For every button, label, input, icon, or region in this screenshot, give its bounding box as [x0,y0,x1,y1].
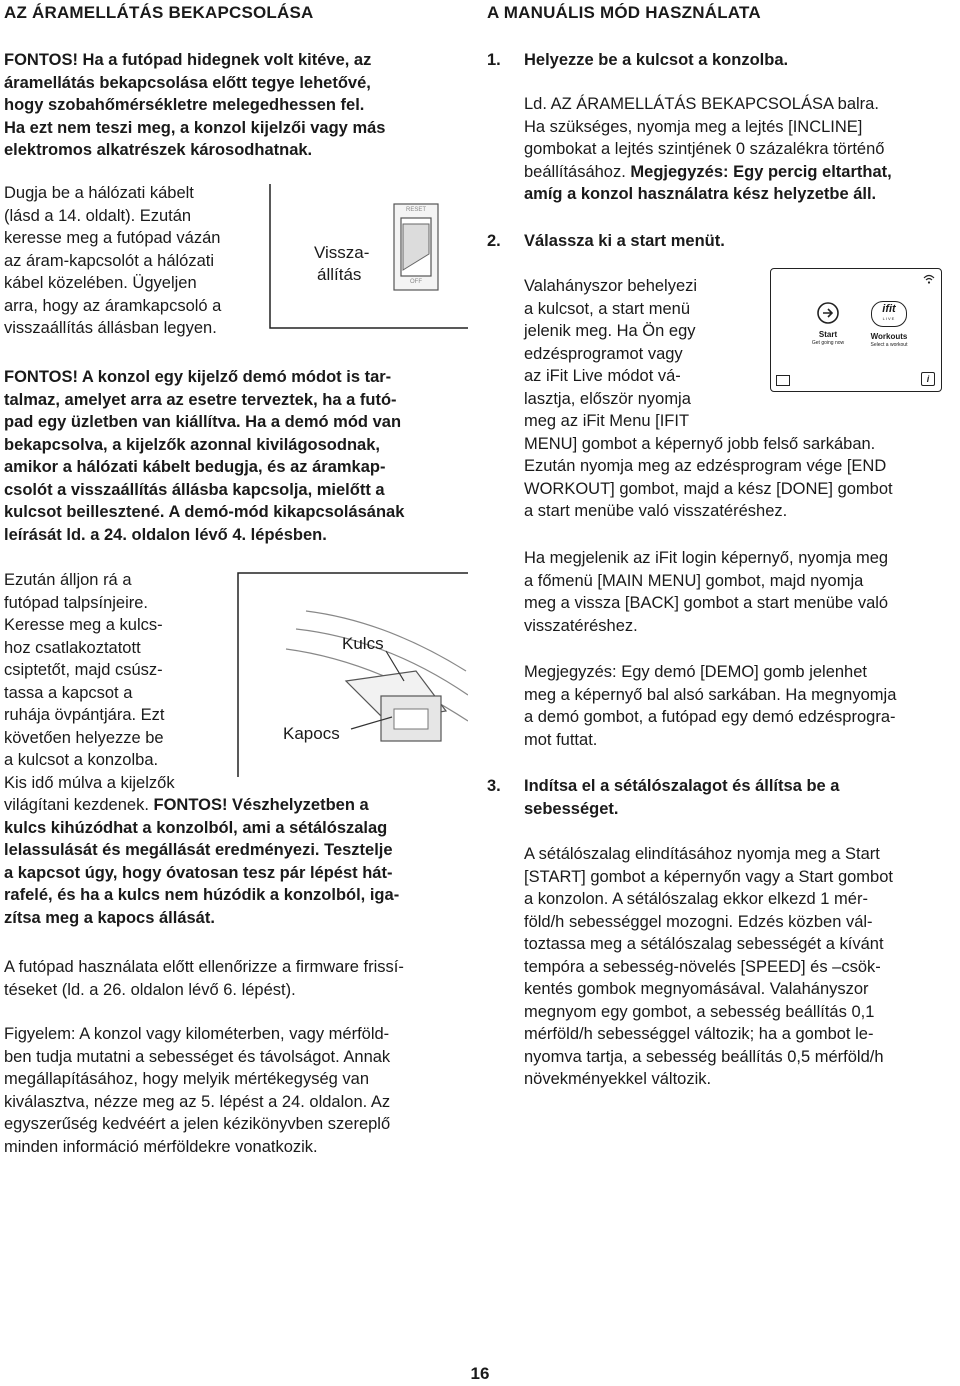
switch-reset-text: RESET [405,207,426,213]
text-line: ruhája övpántjára. Ezt [4,706,165,724]
key-clip-illustration [236,571,468,779]
text-line: Valahányszor behelyezi [524,277,698,295]
cold-warning [4,49,385,162]
text-line: pad egy üzletben van kiállítva. Ha a demó mód van [4,413,402,431]
text-line: csiptetőt, majd csúsz- [4,661,163,679]
workouts-label: Workouts [870,332,908,341]
text-line: elektromos alkatrészek károsodhatnak. [4,141,313,159]
text-line: meg a vissza [BACK] gombot a start menübe való [524,594,889,612]
arrow-right-icon [816,301,840,325]
text-line: az áram-kapcsolót a hálózati [4,251,215,270]
text-line: Ld. AZ ÁRAMELLÁTÁS BEKAPCSOLÁSA balra. [524,95,879,113]
demo-button-icon[interactable] [776,375,790,386]
text-line: WORKOUT] gombot, majd a kész [DONE] gombot [524,479,893,498]
text-line: kábel közelében. Ügyeljen [4,274,197,292]
text-line: megnyom egy gombot, a sebesség beállítás 0,1 [524,1002,875,1021]
text-line: a kapcsot úgy, hogy óvatosan tesz pár lépést hát- [4,863,393,882]
text-span: világítani kezdenek. [4,796,154,814]
step-3-body [524,843,893,1091]
step-1-title: Helyezze be a kulcsot a konzolba. [524,51,789,69]
text-line: kulcs kihúzódhat a konzolból, ami a sétálószalag [4,818,388,837]
text-line: a főmenü [MAIN MENU] gombot, majd nyomja [524,571,864,590]
firmware-paragraph [4,956,404,1001]
text-line: amikor a hálózati kábelt bedugja, és az áramkap- [4,458,386,476]
text-span: FONTOS! Vészhelyzetben a [153,796,369,814]
key-clip-figure [236,571,468,779]
step-2-number: 2. [487,232,501,250]
text-line: visszatéréshez. [524,616,638,635]
text-line: amíg a konzol használatra kész helyzetbe áll. [524,185,877,203]
text-line: A futópad használata előtt ellenőrizze a firmware frissí- [4,958,404,976]
workouts-tile[interactable] [863,301,915,349]
text-line: FONTOS! Ha a futópad hidegnek volt kitéve, az [4,51,372,69]
text-line: tempóra a sebesség-növelés [SPEED] és –csök- [524,957,881,976]
manual-mode-heading: A MANUÁLIS MÓD HASZNÁLATA [487,3,761,22]
workouts-sub: Select a workout [870,342,908,348]
start-sub: Get going now [811,340,845,346]
text-line: arra, hogy az áramkapcsoló a [4,296,222,315]
clip-label: Kapocs [283,724,340,743]
step-3-number: 3. [487,777,501,795]
text-line: Indítsa el a sétálószalagot és állítsa be a [524,777,840,795]
text-line: föld/h sebességgel mozogni. Edzés közben vál- [524,912,873,931]
text-line: minden információ mérföldekre vonatkozik. [4,1137,318,1156]
text-line: hoz csatlakoztatott [4,638,141,657]
text-line: Keresse meg a kulcs- [4,616,163,634]
text-line: talmaz, amelyet arra az esetre terveztek, ha a futó- [4,390,397,409]
text-line [4,794,399,817]
text-span: Megjegyzés: Egy percig eltarthat, [630,162,892,181]
start-label: Start [818,330,838,339]
text-line: Ha szükséges, nyomja meg a lejtés [INCLINE] [524,117,863,136]
text-line: visszaállítás állásban legyen. [4,319,217,337]
text-line: tassa a kapcsot a [4,683,133,702]
text-line: egyszerűség kedvéért a jelen kézikönyvben szereplő [4,1115,391,1133]
text-line: (lásd a 14. oldalt). Ezután [4,206,192,225]
text-line: rafelé, és ha a kulcs nem húzódik a konzolból, iga- [4,886,400,904]
text-line: lelassulását és megállását eredményezi. Tesztelje [4,841,393,859]
plug-in-paragraph [4,182,221,340]
text-line: bekapcsolva, a kijelzők azonnal kivilágosodnak, [4,435,380,454]
text-line: követően helyezze be [4,728,164,747]
step-1-body [524,93,892,206]
text-line: jelenik meg. Ha Ön egy [524,322,696,340]
text-line: hogy szobahőmérsékletre melegedhessen fel. [4,96,365,114]
text-line: Vissza- [314,243,370,262]
text-line: futópad talpsínjeire. [4,593,149,612]
text-line: csolót a visszaállítás állásba kapcsolja, mielőtt a [4,480,385,499]
text-line: állítás [317,265,362,284]
reset-label [314,242,369,286]
text-line: a start menübe való visszatéréshez. [524,502,788,520]
text-line: kentés gombok megnyomásával. Valahányszor [524,980,869,998]
switch-off-text: OFF [410,279,422,285]
text-line: áramellátás bekapcsolása előtt tegye lehetővé, [4,73,371,92]
page-number: 16 [470,1364,490,1383]
text-line: a kulcsot a konzolba. [4,751,159,769]
text-line: FONTOS! A konzol egy kijelző demó módot is tar- [4,368,392,386]
text-line: téseket (ld. a 26. oldalon lévő 6. lépést). [4,980,296,999]
text-line: Kis idő múlva a kijelzők [4,773,175,792]
text-line: mot futtat. [524,730,598,749]
ifit-live-text: LIVE [882,316,896,321]
text-line: a konzolon. A sétálószalag ekkor elkezd 1 mér- [524,890,868,908]
text-line: Megjegyzés: Egy demó [DEMO] gomb jelenhet [524,663,867,681]
text-line: sebességet. [524,799,619,818]
text-line: edzésprogramot vagy [524,344,683,363]
step-2-login-paragraph [524,547,888,637]
text-line [524,161,892,184]
text-line: gombokat a lejtés szintjének 0 százalékra történő [524,140,885,158]
key-label: Kulcs [342,634,384,653]
step-3-title [524,775,839,820]
text-line: megállapításához, hogy melyik mértékegység van [4,1070,370,1088]
text-line: mérföld/h sebességgel változik; ha a gombot le- [524,1025,874,1043]
text-line: MENU] gombot a képernyő jobb felső sarkában. [524,434,876,453]
text-line: kulcsot beillesztené. A demó-mód kikapcsolásának [4,503,405,521]
text-line: lasztja, először nyomja [524,389,691,408]
text-line: az iFit Live módot vá- [524,367,681,385]
text-line: kiválasztva, nézze meg az 5. lépést a 24. oldalon. Az [4,1092,391,1111]
step-2-title: Válassza ki a start menüt. [524,232,725,250]
power-on-heading: AZ ÁRAMELLÁTÁS BEKAPCSOLÁSA [4,3,314,22]
console-start-screen [770,268,942,392]
text-line: A sétálószalag elindításához nyomja meg a Start [524,845,880,863]
text-line: leírását ld. a 24. oldalon lévő 4. lépésben. [4,525,327,544]
units-paragraph [4,1023,390,1158]
reset-switch-figure [268,184,468,330]
text-line: zítsa meg a kapocs állását. [4,908,215,927]
text-line: nyomva tartja, a sebesség beállítás 0,5 mérföld/h [524,1047,884,1066]
text-line: Ezután nyomja meg az edzésprogram vége [END [524,457,887,475]
text-line: meg a képernyő bal alsó sarkában. Ha megnyomja [524,685,897,704]
step-2-demo-paragraph [524,661,896,751]
text-line: növekményekkel változik. [524,1070,712,1088]
ifit-live-logo [871,301,907,327]
step-1-number: 1. [487,51,501,69]
text-line: Ha megjelenik az iFit login képernyő, nyomja meg [524,549,889,567]
demo-mode-warning [4,366,404,546]
text-line: meg az iFit Menu [IFIT [524,412,690,430]
text-line: a demó gombot, a futópad egy demó edzésprogra- [524,708,896,726]
text-line: [START] gombot a képernyőn vagy a Start gombot [524,867,893,886]
text-line: Ezután álljon rá a [4,571,132,589]
info-icon[interactable]: i [921,372,935,386]
start-tile[interactable] [803,301,853,347]
text-span: beállításához. [524,162,631,181]
text-line: a kulcsot, a start menü [524,299,690,318]
text-line: ben tudja mutatni a sebességet és távolságot. Annak [4,1047,391,1066]
text-line: Figyelem: A konzol vagy kilométerben, vagy mérföld- [4,1025,390,1043]
text-line: Dugja be a hálózati kábelt [4,184,194,202]
text-line: keresse meg a futópad vázán [4,229,221,247]
wifi-icon [923,274,935,284]
ifit-logo-text: ifit [882,303,896,315]
text-line: Ha ezt nem teszi meg, a konzol kijelzői vagy más [4,118,386,137]
text-line: toztassa meg a sétálószalag sebességét a kívánt [524,935,884,953]
